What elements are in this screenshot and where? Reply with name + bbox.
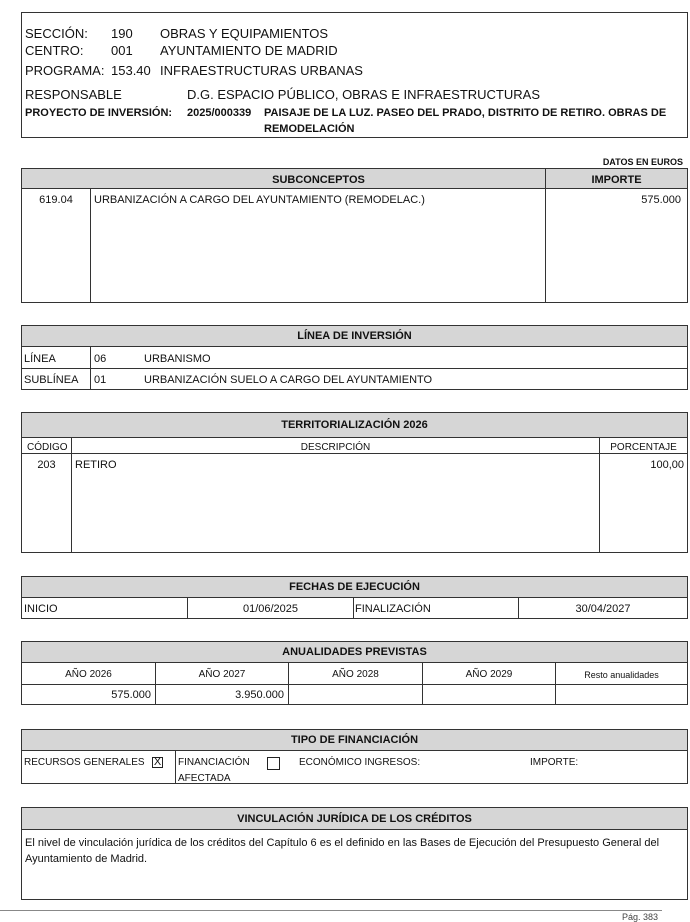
- linea-inversion-table: [21, 325, 688, 390]
- inicio-label: INICIO: [24, 603, 58, 615]
- seccion-code: 190: [111, 26, 133, 41]
- finalizacion-value: 30/04/2027: [575, 603, 631, 615]
- territorializacion-title: TERRITORIALIZACIÓN 2026: [281, 419, 428, 431]
- subconcepto-code: 619.04: [39, 194, 73, 206]
- territorio-descripcion: RETIRO: [75, 459, 117, 471]
- proyecto-name-line2: REMODELACIÓN: [264, 123, 355, 135]
- programa-name: INFRAESTRUCTURAS URBANAS: [160, 63, 363, 78]
- territorializacion-table: [21, 412, 688, 553]
- vinculacion-header: [22, 808, 687, 830]
- programa-code: 153.40: [111, 63, 151, 78]
- page-number: Pág. 383: [622, 912, 659, 922]
- territorializacion-header: [22, 413, 687, 438]
- sublinea-label: SUBLÍNEA: [24, 374, 79, 386]
- subconceptos-divider-1: [90, 189, 91, 302]
- seccion-name: OBRAS Y EQUIPAMIENTOS: [160, 26, 329, 41]
- proyecto-label: PROYECTO DE INVERSIÓN:: [25, 107, 173, 119]
- proyecto-name-line1: PAISAJE DE LA LUZ. PASEO DEL PRADO, DISTRITO DE RETIRO. OBRAS DE: [264, 107, 667, 119]
- fechas-divider-2: [353, 598, 354, 618]
- programa-label: PROGRAMA:: [25, 63, 105, 78]
- economico-ingresos-label: ECONÓMICO INGRESOS:: [299, 757, 421, 768]
- centro-name: AYUNTAMIENTO DE MADRID: [160, 43, 338, 58]
- financiacion-header: [22, 730, 687, 751]
- linea-inversion-header: [22, 326, 687, 347]
- proyecto-code: 2025/000339: [187, 107, 252, 119]
- linea-inversion-title: LÍNEA DE INVERSIÓN: [297, 330, 412, 342]
- finalizacion-label: FINALIZACIÓN: [355, 603, 431, 615]
- anualidad-header-resto: Resto anualidades: [584, 670, 659, 680]
- fechas-title: FECHAS DE EJECUCIÓN: [289, 581, 420, 593]
- subconceptos-divider-2: [545, 169, 546, 302]
- financiacion-table: [21, 729, 688, 784]
- footer-rule: [0, 910, 662, 911]
- fechas-header: [22, 577, 687, 598]
- col-codigo: CÓDIGO: [27, 442, 68, 453]
- territorializacion-colhead-divider: [22, 453, 687, 454]
- anualidad-value-2027: 3.950.000: [235, 689, 284, 701]
- col-porcentaje: PORCENTAJE: [610, 442, 677, 453]
- fechas-table: [21, 576, 688, 619]
- col-subconceptos: SUBCONCEPTOS: [272, 174, 365, 186]
- linea-row-divider: [22, 368, 687, 369]
- anualidad-header-2027: AÑO 2027: [198, 669, 246, 680]
- subconceptos-table: [21, 168, 688, 303]
- financiacion-afectada-checkbox[interactable]: [267, 757, 280, 770]
- subconcepto-importe: 575.000: [641, 194, 681, 206]
- anualidades-row-divider: [22, 684, 687, 685]
- anualidad-header-2028: AÑO 2028: [332, 669, 379, 680]
- linea-code: 06: [94, 353, 107, 365]
- territorio-codigo: 203: [37, 459, 56, 471]
- anualidad-header-2029: AÑO 2029: [465, 669, 513, 680]
- linea-label: LÍNEA: [24, 353, 56, 365]
- responsable-value: D.G. ESPACIO PÚBLICO, OBRAS E INFRAESTRUCTURAS: [187, 87, 540, 102]
- centro-code: 001: [111, 43, 133, 58]
- vinculacion-text-line2: Ayuntamiento de Madrid.: [25, 853, 148, 865]
- territorializacion-col-divider-1: [71, 438, 72, 552]
- col-descripcion: DESCRIPCIÓN: [300, 442, 371, 453]
- centro-label: CENTRO:: [25, 43, 84, 58]
- sublinea-name: URBANIZACIÓN SUELO A CARGO DEL AYUNTAMIENTO: [144, 374, 433, 386]
- recursos-generales-label: RECURSOS GENERALES: [24, 757, 145, 768]
- financiacion-title: TIPO DE FINANCIACIÓN: [290, 734, 419, 746]
- seccion-label: SECCIÓN:: [25, 26, 88, 41]
- anualidad-header-2026: AÑO 2026: [65, 669, 112, 680]
- vinculacion-table: [21, 807, 688, 900]
- anualidades-title: ANUALIDADES PREVISTAS: [282, 646, 427, 658]
- financiacion-divider-1: [175, 751, 176, 783]
- subconcepto-description: URBANIZACIÓN A CARGO DEL AYUNTAMIENTO (REMODELAC.): [94, 194, 425, 206]
- financiacion-afectada-label-2: AFECTADA: [178, 773, 231, 784]
- linea-col-divider: [90, 347, 91, 389]
- territorializacion-col-divider-2: [599, 438, 600, 552]
- responsable-label: RESPONSABLE: [25, 87, 122, 102]
- anualidad-value-2026: 575.000: [111, 689, 151, 701]
- recursos-generales-checkbox[interactable]: X: [153, 756, 162, 768]
- vinculacion-text-line1: El nivel de vinculación jurídica de los créditos del Capítulo 6 es el definido en las Bases de Ejecución del Presupuesto General del: [25, 837, 660, 849]
- territorio-porcentaje: 100,00: [650, 459, 684, 471]
- linea-name: URBANISMO: [144, 353, 211, 365]
- datos-en-euros-note: DATOS EN EUROS: [602, 157, 683, 167]
- anualidades-header: [22, 642, 687, 663]
- vinculacion-title: VINCULACIÓN JURÍDICA DE LOS CRÉDITOS: [237, 813, 472, 825]
- financiacion-afectada-label-1: FINANCIACIÓN: [178, 757, 250, 768]
- header-box: [21, 12, 688, 138]
- col-importe: IMPORTE: [591, 174, 642, 186]
- importe-label: IMPORTE:: [530, 757, 579, 768]
- sublinea-code: 01: [94, 374, 107, 386]
- inicio-value: 01/06/2025: [242, 603, 299, 615]
- anualidades-table: [21, 641, 688, 705]
